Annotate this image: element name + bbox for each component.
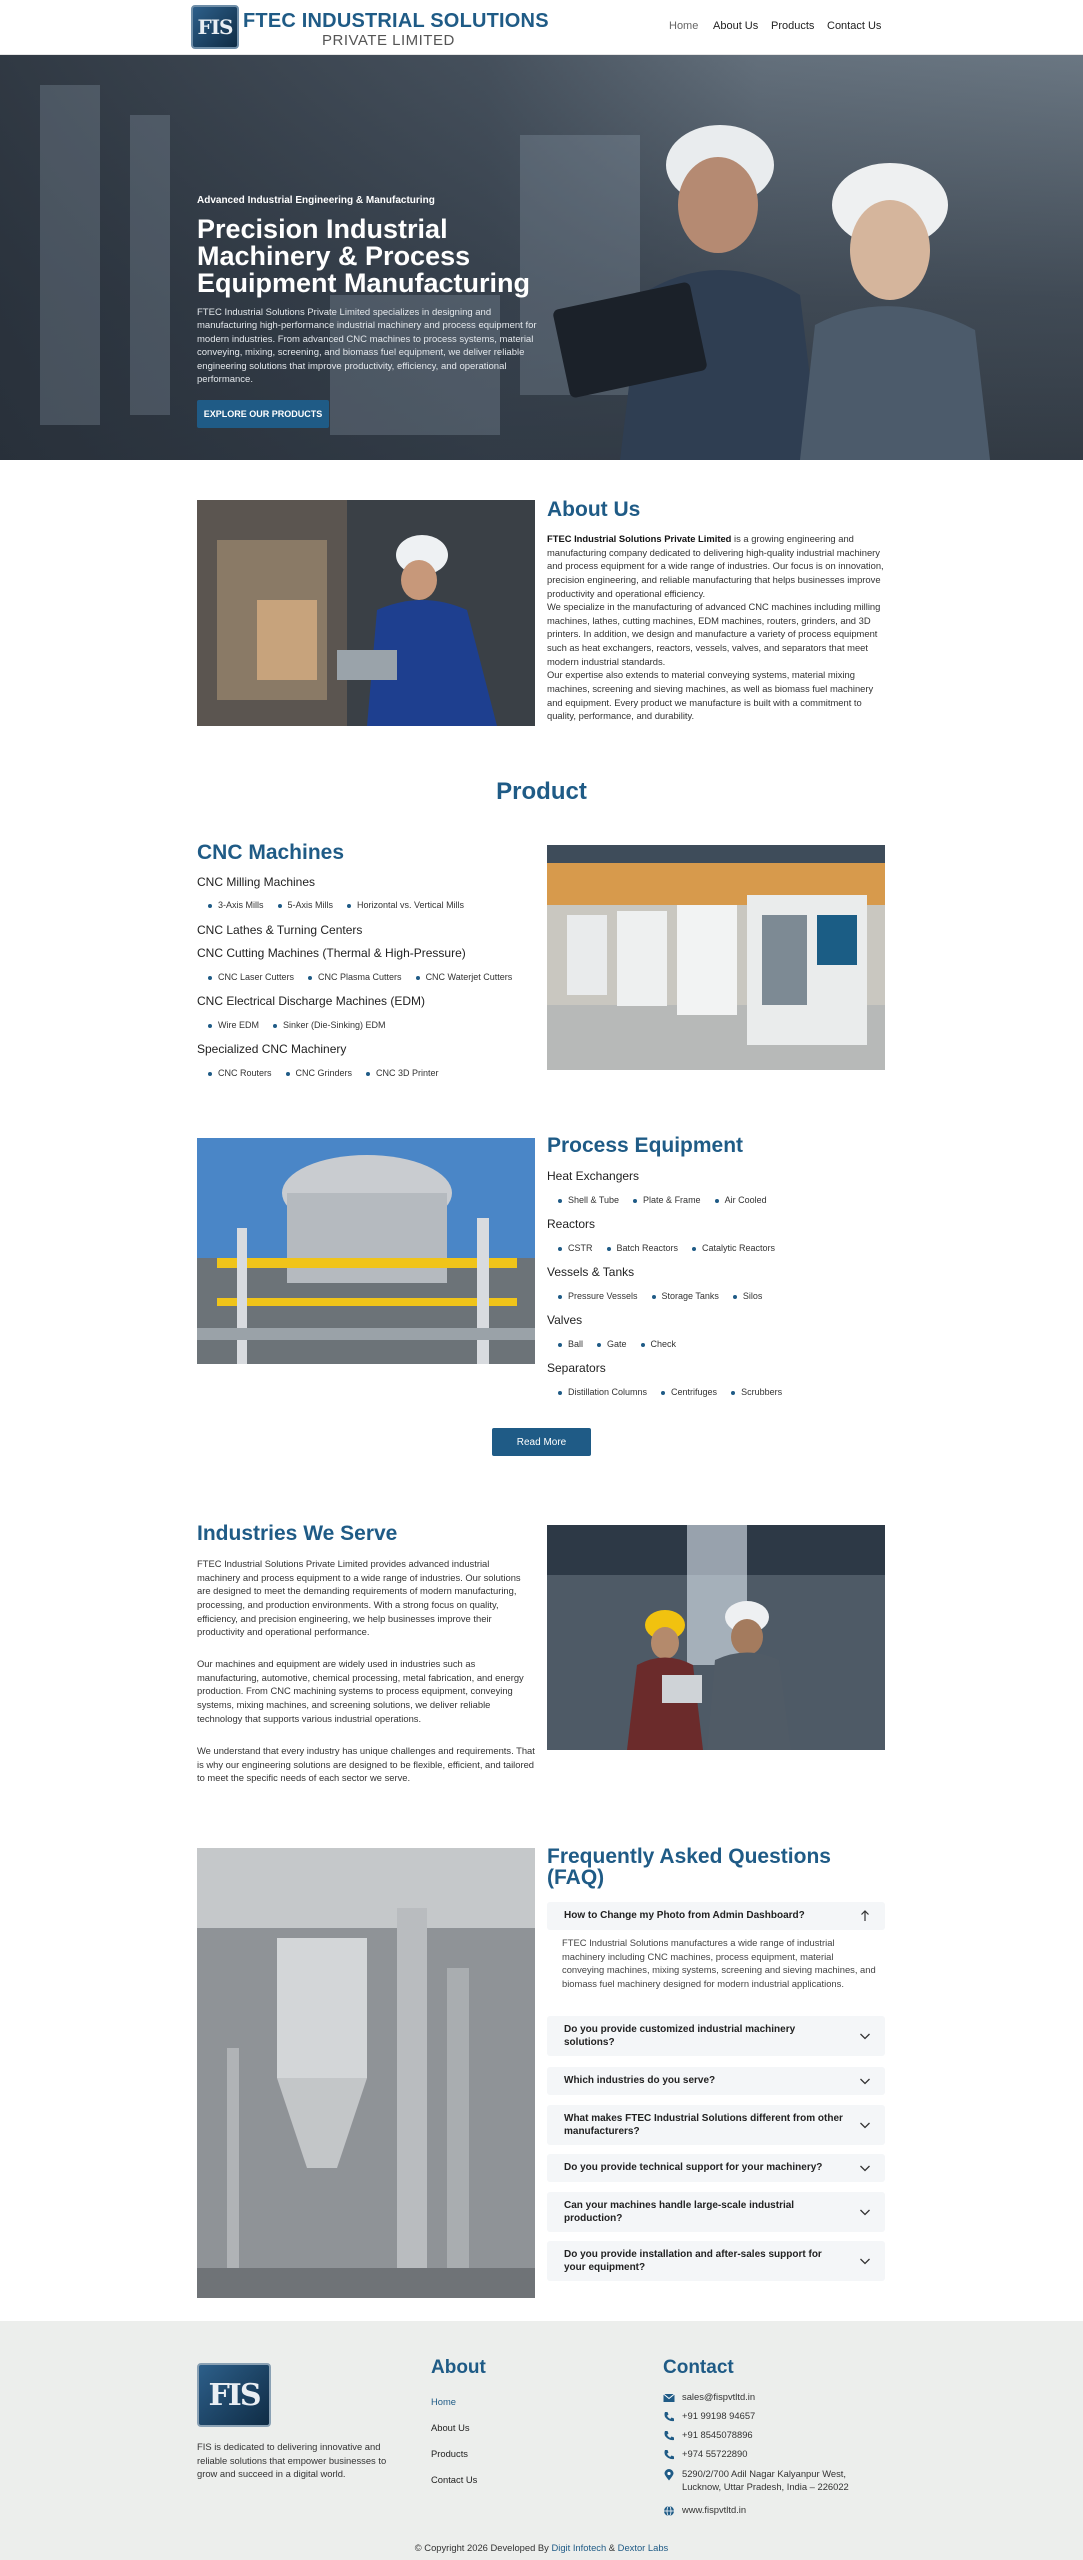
faq-item[interactable]: [547, 2192, 885, 2232]
nav-contact-us[interactable]: Contact Us: [827, 20, 882, 32]
list-item: 5-Axis Mills: [278, 900, 334, 910]
footer-link-about-us[interactable]: About Us: [431, 2422, 470, 2433]
process-equipment-title: Process Equipment: [547, 1134, 744, 1157]
cnc-edm-items: [208, 1020, 386, 1030]
hero-title: Precision Industrial Machinery & Process Equipment Manufacturing: [197, 214, 530, 298]
contact-address-line-1: 5290/2/700 Adil Nagar Kalyanpur West,: [682, 2468, 846, 2479]
list-item: Air Cooled: [715, 1195, 767, 1205]
footer-link-contact-us[interactable]: Contact Us: [431, 2474, 478, 2485]
process-group-heat-exchangers: Heat Exchangers: [547, 1169, 640, 1183]
faq-item[interactable]: [547, 2105, 885, 2145]
list-item: Gate: [597, 1339, 627, 1349]
globe-icon: [663, 2505, 675, 2517]
list-item: Sinker (Die-Sinking) EDM: [273, 1020, 386, 1030]
about-title: About Us: [547, 498, 641, 521]
process-group-valves: Valves: [547, 1313, 583, 1327]
contact-phone-1[interactable]: [663, 2410, 755, 2423]
list-item: CNC 3D Printer: [366, 1068, 439, 1078]
brand-subtitle: PRIVATE LIMITED: [322, 32, 455, 49]
list-item: CSTR: [558, 1243, 593, 1253]
contact-website-text: www.fispvtltd.in: [682, 2504, 747, 2515]
list-item: Check: [641, 1339, 677, 1349]
list-item: Distillation Columns: [558, 1387, 647, 1397]
footer-about-title: About: [431, 2357, 486, 2378]
contact-website[interactable]: [663, 2504, 746, 2517]
about-paragraph-1: is a growing engineering and manufacturing company dedicated to delivering high-quality industrial machinery and process equipment for a wide range of industries. Our focus is on innovation, precision engineering, and reliable manufacturing that helps businesses improve productivity and operational efficiency.: [547, 533, 884, 599]
list-item: Storage Tanks: [652, 1291, 719, 1301]
nav-home[interactable]: Home: [669, 20, 699, 32]
copyright-text: © Copyright 2026 Developed By: [414, 2542, 549, 2553]
site-footer: [0, 2321, 1083, 2560]
process-group-vessels: Vessels & Tanks: [547, 1265, 635, 1279]
list-item: Scrubbers: [731, 1387, 782, 1397]
process-equipment-image: [197, 1138, 535, 1364]
list-item: CNC Grinders: [286, 1068, 353, 1078]
vessel-items: [558, 1291, 762, 1301]
faq-question: How to Change my Photo from Admin Dashboard?: [564, 1910, 805, 1921]
contact-phone-text: +91 99198 94657: [682, 2410, 756, 2421]
contact-phone-2[interactable]: [663, 2429, 753, 2442]
cnc-machines-image: [547, 845, 885, 1070]
chevron-down-icon[interactable]: [859, 2030, 871, 2042]
contact-address-line-2: Lucknow, Uttar Pradesh, India – 226022: [682, 2480, 849, 2492]
faq-question: Which industries do you serve?: [564, 2075, 716, 2086]
faq-question: Do you provide customized industrial machinery solutions?: [564, 2024, 796, 2048]
chevron-down-icon[interactable]: [859, 2075, 871, 2087]
faq-item[interactable]: [547, 2067, 885, 2095]
industries-paragraph-3: We understand that every industry has unique challenges and requirements. That is why our engineering solutions are designed to be flexible, efficient, and tailored to meet the specific needs of each sector we serve.: [197, 1745, 535, 1784]
cnc-group-milling: CNC Milling Machines: [197, 875, 316, 889]
faq-item[interactable]: [547, 2016, 885, 2056]
mail-icon: [663, 2392, 675, 2404]
list-item: Horizontal vs. Vertical Mills: [347, 900, 464, 910]
list-item: Ball: [558, 1339, 583, 1349]
nav-about-us[interactable]: About Us: [713, 20, 759, 32]
location-pin-icon: [663, 2469, 675, 2481]
reactor-items: [558, 1243, 775, 1253]
faq-question: What makes FTEC Industrial Solutions different from other manufacturers?: [564, 2113, 843, 2137]
list-item: Batch Reactors: [607, 1243, 679, 1253]
hero-description: FTEC Industrial Solutions Private Limited specializes in designing and manufacturing high-performance industrial machinery and process equipment for modern industries. From advanced CNC machines to process systems, material conveying, mixing, screening, and biomass fuel equipment, we deliver reliable engineering solutions that improve productivity, efficiency, and operational performance.: [197, 307, 537, 386]
cnc-milling-items: [208, 900, 464, 910]
industries-paragraph-2: Our machines and equipment are widely used in industries such as manufacturing, automotive, chemical processing, metal fabrication, and energy production. From CNC machining systems to process equipment, conveying systems, mixing machines, and screening solutions, we deliver reliable technology that supports various industrial operations.: [197, 1658, 524, 1724]
cnc-specialized-items: [208, 1068, 439, 1078]
cnc-cutting-items: [208, 972, 512, 982]
list-item: Pressure Vessels: [558, 1291, 638, 1301]
phone-icon: [663, 2411, 675, 2423]
industries-image: [547, 1525, 885, 1750]
chevron-down-icon[interactable]: [859, 2162, 871, 2174]
faq-collapse-arrow-icon[interactable]: [859, 1910, 871, 1922]
hero-banner: [0, 55, 1083, 460]
contact-phone-text: +974 55722890: [682, 2448, 748, 2459]
cnc-group-specialized: Specialized CNC Machinery: [197, 1042, 347, 1056]
faq-title: Frequently Asked Questions (FAQ): [547, 1845, 831, 1889]
faq-item[interactable]: [547, 2154, 885, 2182]
list-item: 3-Axis Mills: [208, 900, 264, 910]
phone-icon: [663, 2449, 675, 2461]
chevron-down-icon[interactable]: [859, 2206, 871, 2218]
about-body: [547, 532, 887, 723]
contact-email-text: sales@fispvtltd.in: [682, 2391, 756, 2402]
separator-items: [558, 1387, 782, 1397]
copyright: [0, 2542, 1083, 2553]
contact-address: [663, 2468, 849, 2493]
footer-logo[interactable]: FIS: [197, 2363, 271, 2427]
phone-icon: [663, 2430, 675, 2442]
read-more-button[interactable]: Read More: [492, 1428, 591, 1456]
contact-phone-3[interactable]: [663, 2448, 747, 2461]
faq-answer: FTEC Industrial Solutions manufactures a wide range of industrial machinery including CNC machines, process equipment, material conveying machines, mixing systems, screening and sieving machines, and biomass fuel machinery designed for modern industrial applications.: [562, 1937, 876, 1989]
footer-contact-title: Contact: [663, 2357, 734, 2378]
process-group-reactors: Reactors: [547, 1217, 596, 1231]
copyright-amp: &: [608, 2542, 616, 2553]
contact-phone-text: +91 8545078896: [682, 2429, 753, 2440]
product-section-title: Product: [496, 778, 587, 805]
list-item: Centrifuges: [661, 1387, 717, 1397]
list-item: CNC Routers: [208, 1068, 272, 1078]
cnc-group-cutting: CNC Cutting Machines (Thermal & High-Pressure): [197, 946, 466, 960]
cnc-group-edm: CNC Electrical Discharge Machines (EDM): [197, 994, 426, 1008]
faq-question: Do you provide technical support for your machinery?: [564, 2162, 823, 2173]
hero-kicker: Advanced Industrial Engineering & Manufacturing: [197, 195, 435, 206]
developer-link-dextor-labs[interactable]: Dextor Labs: [617, 2542, 669, 2553]
footer-about-text: FIS is dedicated to delivering innovative and reliable solutions that empower businesses to grow and succeed in a digital world.: [197, 2441, 387, 2480]
heat-exchanger-items: [558, 1195, 767, 1205]
brand-name: FTEC INDUSTRIAL SOLUTIONS: [243, 10, 549, 32]
list-item: CNC Waterjet Cutters: [416, 972, 513, 982]
nav-products[interactable]: Products: [771, 20, 815, 32]
faq-item[interactable]: [547, 2241, 885, 2281]
list-item: Plate & Frame: [633, 1195, 701, 1205]
cnc-group-lathes: CNC Lathes & Turning Centers: [197, 923, 363, 937]
list-item: CNC Plasma Cutters: [308, 972, 402, 982]
chevron-down-icon[interactable]: [859, 2119, 871, 2131]
industries-title: Industries We Serve: [197, 1522, 398, 1545]
about-paragraph-3: Our expertise also extends to material conveying systems, material mixing machines, screening and sieving machines, as well as biomass fuel machinery and equipment. Every product we manufacture is built with a commitment to quality, performance, and durability.: [547, 669, 874, 722]
contact-email[interactable]: [663, 2391, 755, 2404]
about-machinist-image: [197, 500, 535, 726]
explore-products-button[interactable]: EXPLORE OUR PRODUCTS: [197, 400, 329, 428]
list-item: Wire EDM: [208, 1020, 259, 1030]
faq-question: Do you provide installation and after-sales support for your equipment?: [564, 2249, 822, 2273]
industries-paragraph-1: FTEC Industrial Solutions Private Limited provides advanced industrial machinery and process equipment to a wide range of industries. Our solutions are designed to meet the demanding requirements of modern manufacturing, processing, and production environments. With a strong focus on quality, efficiency, and precision engineering, we help businesses improve their productivity and operational performance.: [197, 1558, 521, 1638]
faq-question: Can your machines handle large-scale industrial production?: [564, 2200, 795, 2224]
site-header: [0, 0, 1083, 55]
faq-silo-image: [197, 1848, 535, 2298]
chevron-down-icon[interactable]: [859, 2255, 871, 2267]
developer-link-digit-infotech[interactable]: Digit Infotech: [551, 2542, 607, 2553]
list-item: Silos: [733, 1291, 763, 1301]
footer-link-products[interactable]: Products: [431, 2448, 468, 2459]
list-item: Catalytic Reactors: [692, 1243, 775, 1253]
cnc-machines-title: CNC Machines: [197, 841, 345, 864]
logo[interactable]: FIS: [191, 5, 239, 49]
footer-link-home[interactable]: Home: [431, 2396, 457, 2407]
valve-items: [558, 1339, 676, 1349]
list-item: CNC Laser Cutters: [208, 972, 294, 982]
faq-item-open[interactable]: [547, 1902, 885, 1930]
about-company-name: FTEC Industrial Solutions Private Limited: [547, 533, 732, 544]
list-item: Shell & Tube: [558, 1195, 619, 1205]
about-paragraph-2: We specialize in the manufacturing of advanced CNC machines including milling machines, lathes, cutting machines, EDM machines, routers, grinders, and 3D printers. In addition, we design and manufacture a variety of process equipment such as heat exchangers, reactors, vessels, valves, and separators that meet modern industrial standards.: [547, 601, 881, 667]
process-group-separators: Separators: [547, 1361, 606, 1375]
